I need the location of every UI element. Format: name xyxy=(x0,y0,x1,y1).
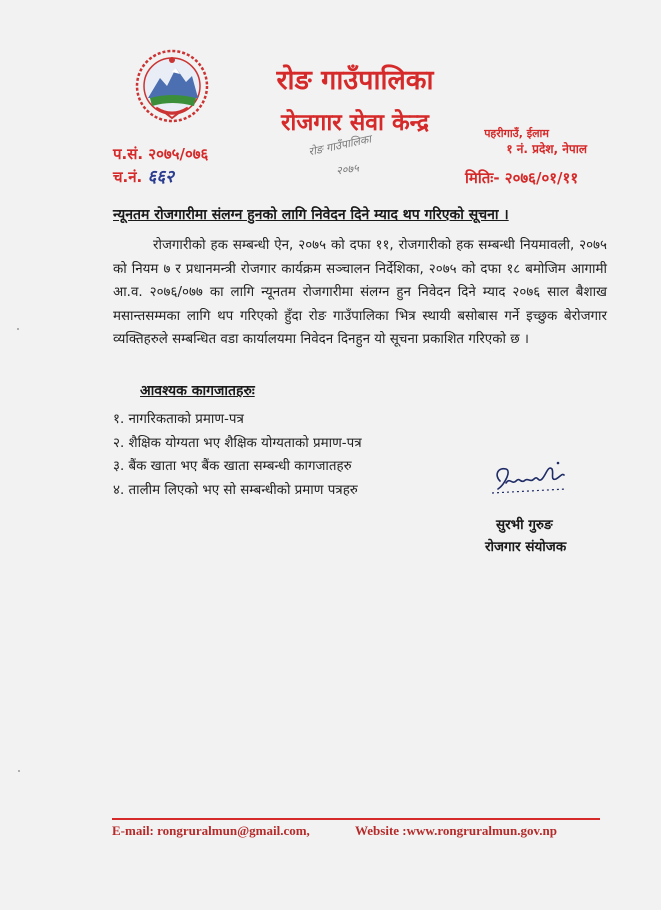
footer-website: Website :www.rongruralmun.gov.np xyxy=(355,823,558,838)
stamp-text: रोङ गाउँपालिका xyxy=(307,132,373,159)
nepal-emblem-icon xyxy=(134,48,210,124)
reference-number: प.सं. २०७५/०७६ xyxy=(113,145,209,163)
notice-subject: न्यूनतम रोजगारीमा संलग्न हुनको लागि निवेदन दिने म्याद थप गरिएको सूचना । xyxy=(113,207,509,223)
list-item: १. नागरिकताको प्रमाण-पत्र xyxy=(113,412,244,427)
requirements-heading: आवश्यक कागजातहरुः xyxy=(140,383,255,399)
dispatch-handwritten-number: ६६२ xyxy=(147,167,175,187)
letter-date: मितिः- २०७६/०१/११ xyxy=(465,169,579,187)
footer-email: E-mail: rongruralmun@gmail.com, xyxy=(112,823,310,838)
dispatch-label: च.नं. xyxy=(113,168,143,186)
office-name: रोजगार सेवा केन्द्र xyxy=(280,110,430,136)
handwritten-signature xyxy=(486,455,586,500)
list-item: २. शैक्षिक योग्यता भए शैक्षिक योग्यताको प्रमाण-पत्र xyxy=(113,435,362,451)
address-line-2: १ नं. प्रदेश, नेपाल xyxy=(506,142,587,156)
footer-divider xyxy=(112,818,600,820)
requirements-list xyxy=(113,409,362,503)
paper-speck xyxy=(17,328,19,330)
office-stamp xyxy=(298,130,408,185)
list-item: ३. बैंक खाता भए बैंक खाता सम्बन्धी कागजातहरु xyxy=(113,459,352,474)
signer-role: रोजगार संयोजक xyxy=(485,539,567,555)
signer-name: सुरभी गुरुङ xyxy=(496,517,553,533)
org-name: रोङ गाउँपालिका xyxy=(276,65,434,96)
paper-speck xyxy=(18,770,20,772)
dispatch-number xyxy=(113,164,174,187)
stamp-year: २०७५ xyxy=(335,161,360,178)
address-line-1: पहरीगाउँ, ईलाम xyxy=(484,127,549,140)
list-item: ४. तालीम लिएको भए सो सम्बन्धीको प्रमाण पत्रहरु xyxy=(113,482,358,498)
notice-body: रोजगारीको हक सम्बन्धी ऐन, २०७५ को दफा ११, रोजगारीको हक सम्बन्धी नियमावली, २०७५ को नियम ७ र प्रधानमन्त्री रोजगार कार्यक्रम सञ्चालन निर्देशिका, २०७५ को दफा १८ बमोजिम आगामी आ.व. २०७६/०७७ का लागि न्यूनतम रोजगारीमा संलग्न हुन निवेदन दिने म्याद २०७६ साल बैशाख मसान्तसम्मका लागि थप गरिएको हुँदा रोङ गाउँपालिका भित्र स्थायी बसोबास गर्ने इच्छुक बेरोजगार व्यक्तिहरुले सम्बन्धित वडा कार्यालयमा निवेदन दिनहुन यो सूचना प्रकाशित गरिएको छ । xyxy=(113,238,607,348)
